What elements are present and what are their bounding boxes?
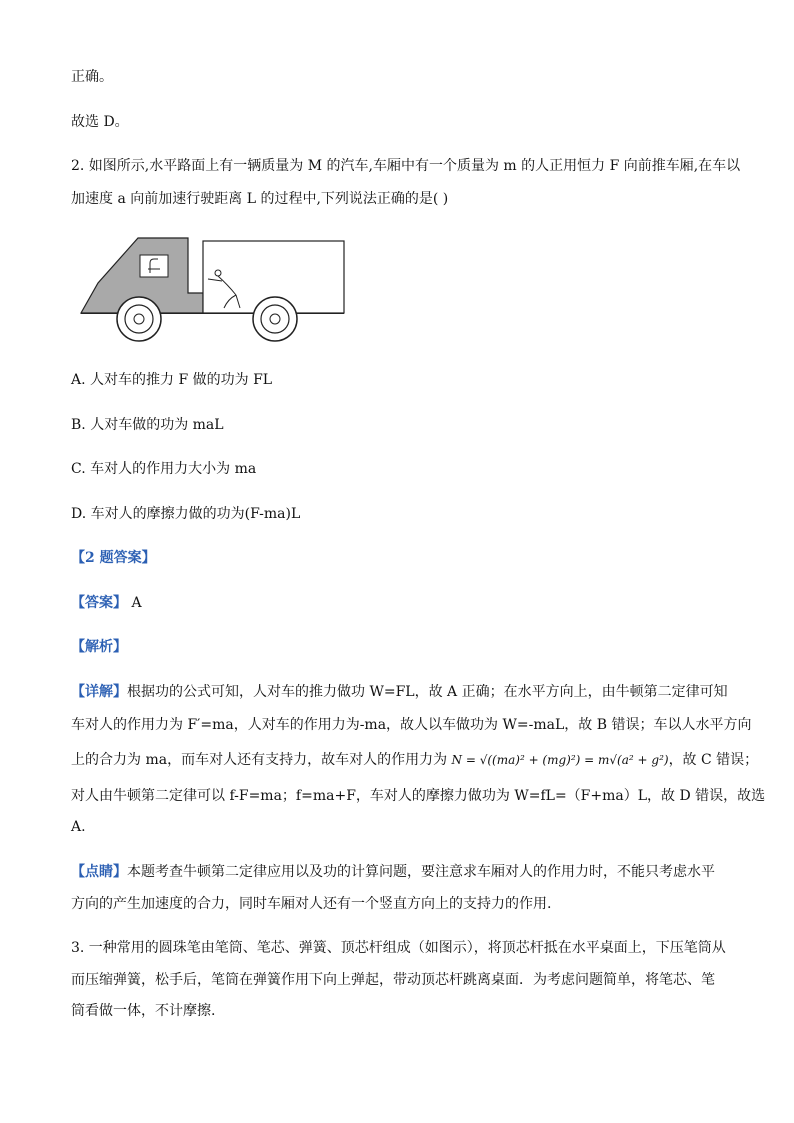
detail-line-2: 车对人的作用力为 F′=ma，人对车的作用力为-ma，故人以车做功为 W=-maL，故 B 错误；车以人水平方向 (71, 717, 752, 733)
comment-line-1 (71, 862, 715, 882)
prev-text-1: 正确。 (71, 69, 113, 85)
comment-label: 【点睛】 (71, 864, 127, 880)
q3-line-2: 而压缩弹簧，松手后，笔筒在弹簧作用下向上弹起，带动顶芯杆跳离桌面．为考虑问题简单，将笔芯、笔 (71, 972, 715, 988)
force-formula: N = √((ma)² + (mg)²) = m√(a² + g²) (451, 753, 669, 767)
q2-stem-line1: 2. 如图所示,水平路面上有一辆质量为 M 的汽车,车厢中有一个质量为 m 的人正用恒力 F 向前推车厢,在车以 (71, 158, 741, 174)
q2-option-a: A. 人对车的推力 F 做的功为 FL (71, 372, 273, 388)
detail-line-4: 对人由牛顿第二定律可以 f-F=ma；f=ma+F，车对人的摩擦力做功为 W=fL=（F+ma）L，故 D 错误，故选 (71, 788, 766, 804)
rear-wheel (253, 297, 297, 341)
answer-value: A (131, 595, 142, 611)
q2-stem-line2: 加速度 a 向前加速行驶距离 L 的过程中,下列说法正确的是( ) (71, 191, 449, 207)
comment-text-1: 本题考查牛顿第二定律应用以及功的计算问题，要注意求车厢对人的作用力时，不能只考虑水平 (127, 864, 715, 880)
detail-text-3-post: ，故 C 错误； (668, 752, 759, 768)
front-wheel (117, 297, 161, 341)
detail-text-1: 根据功的公式可知，人对车的推力做功 W=FL，故 A 正确；在水平方向上，由牛顿第二定律可知 (127, 684, 728, 700)
comment-line-2: 方向的产生加速度的合力，同时车厢对人还有一个竖直方向上的支持力的作用. (71, 896, 552, 912)
detail-line-5: A. (71, 819, 86, 835)
detail-label: 【详解】 (71, 684, 127, 700)
prev-text-2: 故选 D。 (71, 114, 129, 130)
q2-option-d: D. 车对人的摩擦力做的功为(F-ma)L (71, 506, 301, 522)
q2-section-heading: 【2 题答案】 (71, 550, 156, 566)
q2-option-c: C. 车对人的作用力大小为 ma (71, 461, 257, 477)
q3-line-1: 3. 一种常用的圆珠笔由笔筒、笔芯、弹簧、顶芯杆组成（如图示），将顶芯杆抵在水平桌面上，下压笔筒从 (71, 940, 726, 956)
q3-line-3: 筒看做一体，不计摩擦. (71, 1003, 216, 1019)
detail-line-3 (71, 750, 758, 770)
truck-figure (78, 233, 348, 343)
detail-line-1 (71, 682, 728, 702)
answer-label: 【答案】 (71, 595, 127, 611)
detail-text-3-pre: 上的合力为 ma，而车对人还有支持力，故车对人的作用力为 (71, 752, 448, 768)
q2-answer-row (71, 593, 142, 613)
analysis-heading: 【解析】 (71, 639, 127, 655)
q2-option-b: B. 人对车做的功为 maL (71, 417, 224, 433)
